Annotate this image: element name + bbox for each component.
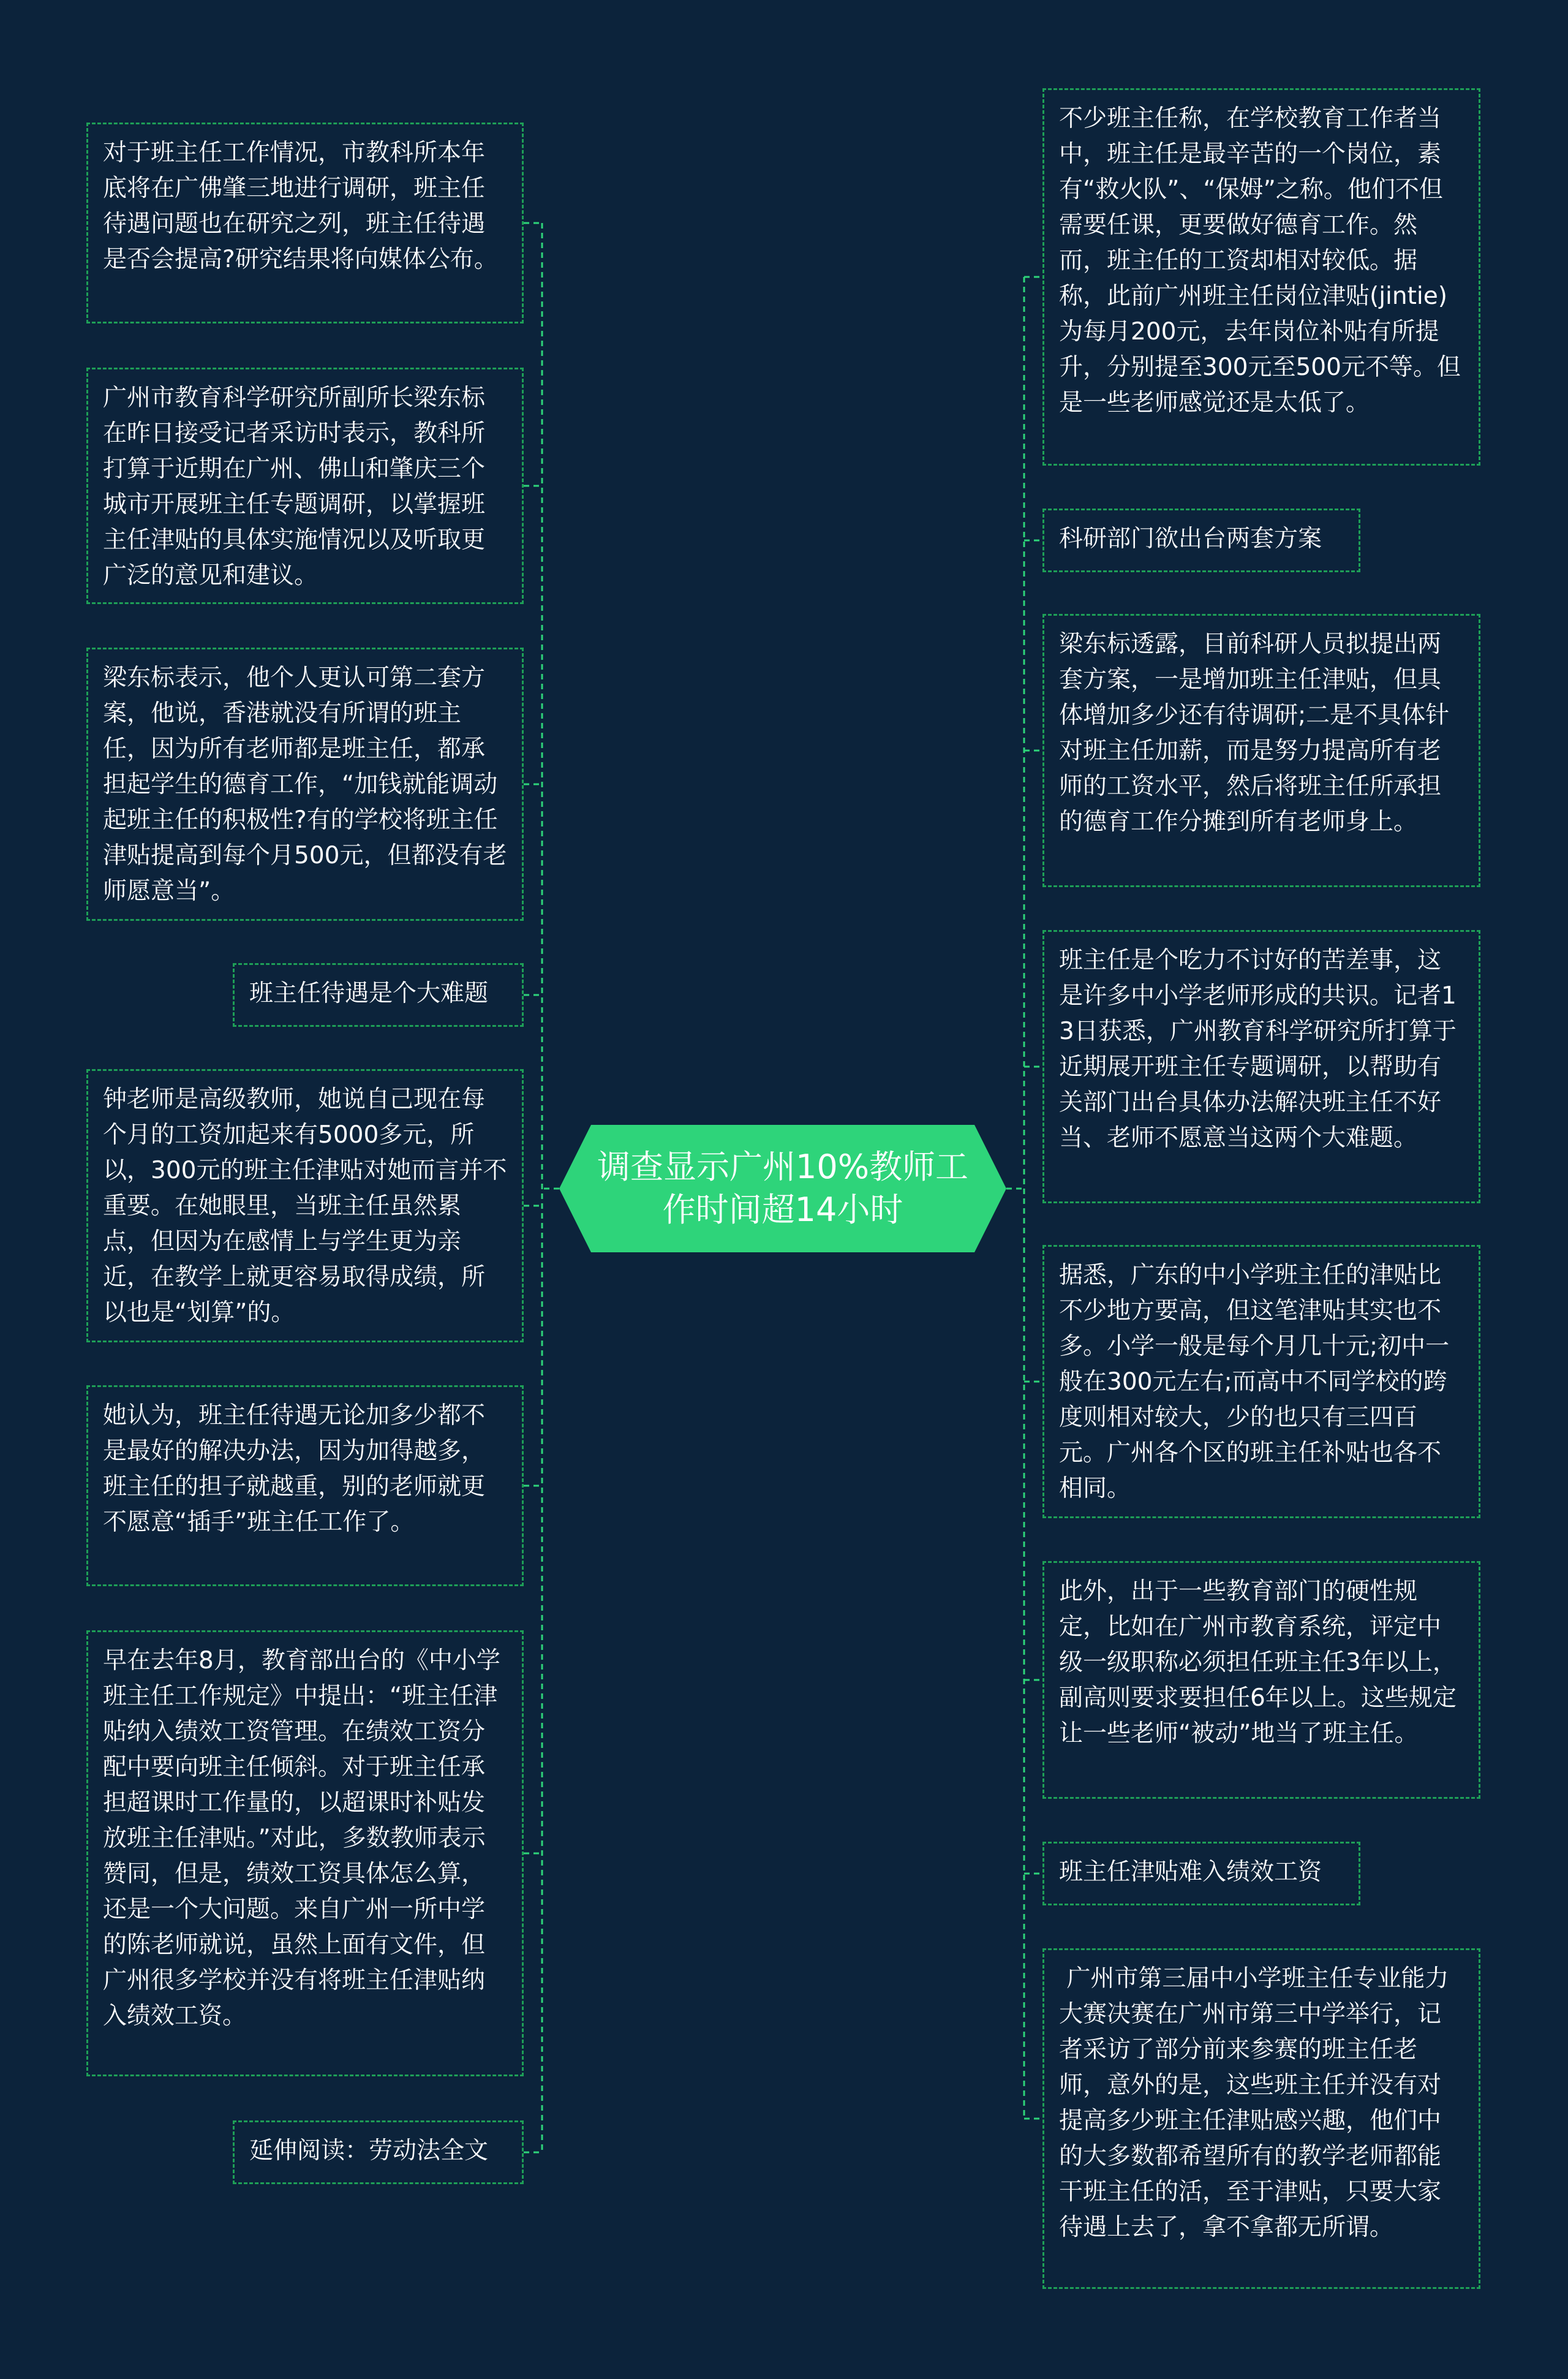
right-node-6[interactable]: 广州市第三届中小学班主任专业能力大赛决赛在广州市第三中学举行，记者采访了部分前来参赛的班主任老师，意外的是，这些班主任并没有对提高多少班主任津贴感兴趣，他们中的大多数都希望所有的教学老师都能干班主任的活，至于津贴，只要大家待遇上去了，拿不拿都无所谓。 bbox=[1042, 1948, 1480, 2289]
left-node-5[interactable]: 她认为，班主任待遇无论加多少都不是最好的解决办法，因为加得越多，班主任的担子就越重，别的老师就更不愿意“插手”班主任工作了。 bbox=[86, 1385, 524, 1586]
right-node-heading-2[interactable]: 班主任津贴难入绩效工资 bbox=[1042, 1842, 1360, 1905]
left-node-extended-reading[interactable]: 延伸阅读：劳动法全文 bbox=[233, 2120, 524, 2184]
right-node-1[interactable]: 不少班主任称，在学校教育工作者当中，班主任是最辛苦的一个岗位，素有“救火队”、“保姆”之称。他们不但需要任课，更要做好德育工作。然而，班主任的工资却相对较低。据称，此前广州班主任岗位津贴(jintie)为每月200元，去年岗位补贴有所提升，分别提至300元至500元不等。但是一些老师感觉还是太低了。 bbox=[1042, 88, 1480, 466]
left-node-4[interactable]: 钟老师是高级教师，她说自己现在每个月的工资加起来有5000多元，所以，300元的班主任津贴对她而言并不重要。在她眼里，当班主任虽然累点，但因为在感情上与学生更为亲近，在教学上就更容易取得成绩，所以也是“划算”的。 bbox=[86, 1069, 524, 1342]
right-node-3[interactable]: 班主任是个吃力不讨好的苦差事，这是许多中小学老师形成的共识。记者13日获悉，广州教育科学研究所打算于近期展开班主任专题调研，以帮助有关部门出台具体办法解决班主任不好当、老师不愿意当这两个大难题。 bbox=[1042, 930, 1480, 1203]
left-node-3[interactable]: 梁东标表示，他个人更认可第二套方案，他说，香港就没有所谓的班主任，因为所有老师都是班主任，都承担起学生的德育工作，“加钱就能调动起班主任的积极性?有的学校将班主任津贴提高到每个月500元，但都没有老师愿意当”。 bbox=[86, 648, 524, 921]
left-node-heading-1[interactable]: 班主任待遇是个大难题 bbox=[233, 963, 524, 1027]
center-topic-title: 调查显示广州10%教师工作时间超14小时 bbox=[597, 1148, 969, 1229]
right-node-2[interactable]: 梁东标透露，目前科研人员拟提出两套方案，一是增加班主任津贴，但具体增加多少还有待调研;二是不具体针对班主任加薪，而是努力提高所有老师的工资水平，然后将班主任所承担的德育工作分摊到所有老师身上。 bbox=[1042, 614, 1480, 887]
left-node-1[interactable]: 对于班主任工作情况，市教科所本年底将在广佛肇三地进行调研，班主任待遇问题也在研究之列，班主任待遇是否会提高?研究结果将向媒体公布。 bbox=[86, 123, 524, 323]
right-node-5[interactable]: 此外，出于一些教育部门的硬性规定，比如在广州市教育系统，评定中级一级职称必须担任班主任3年以上，副高则要求要担任6年以上。这些规定让一些老师“被动”地当了班主任。 bbox=[1042, 1561, 1480, 1799]
left-node-6[interactable]: 早在去年8月，教育部出台的《中小学班主任工作规定》中提出：“班主任津贴纳入绩效工资管理。在绩效工资分配中要向班主任倾斜。对于班主任承担超课时工作量的，以超课时补贴发放班主任津贴。”对此，多数教师表示赞同，但是，绩效工资具体怎么算，还是一个大问题。来自广州一所中学的陈老师就说，虽然上面有文件，但广州很多学校并没有将班主任津贴纳入绩效工资。 bbox=[86, 1630, 524, 2076]
center-topic-node[interactable] bbox=[559, 1125, 1006, 1252]
right-node-heading-1[interactable]: 科研部门欲出台两套方案 bbox=[1042, 509, 1360, 572]
left-node-2[interactable]: 广州市教育科学研究所副所长梁东标在昨日接受记者采访时表示，教科所打算于近期在广州、佛山和肇庆三个城市开展班主任专题调研，以掌握班主任津贴的具体实施情况以及听取更广泛的意见和建议。 bbox=[86, 368, 524, 604]
right-node-4[interactable]: 据悉，广东的中小学班主任的津贴比不少地方要高，但这笔津贴其实也不多。小学一般是每个月几十元;初中一般在300元左右;而高中不同学校的跨度则相对较大，少的也只有三四百元。广州各个区的班主任补贴也各不相同。 bbox=[1042, 1245, 1480, 1518]
